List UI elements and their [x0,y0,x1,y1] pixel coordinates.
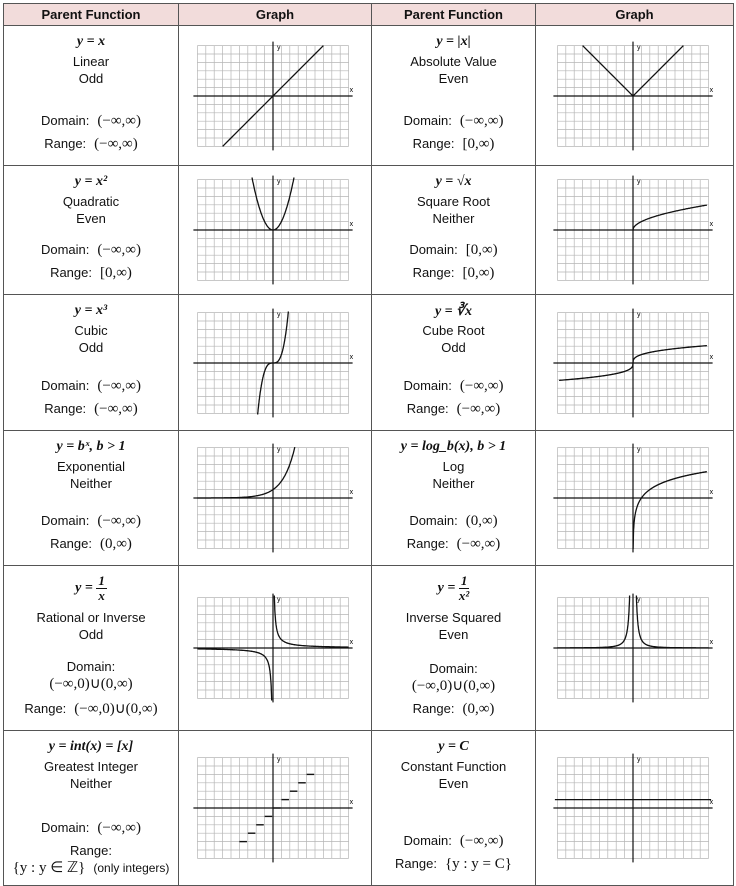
domain-value: (−∞,∞) [97,242,141,258]
range-label: Range: [50,265,92,280]
function-parity: Odd [78,627,104,642]
domain-label: Domain: [403,833,452,848]
graph-abs [546,33,724,159]
domain-label: Domain: [40,242,90,257]
fraction-denominator: x [98,588,105,603]
y-axis-label: y [277,44,281,52]
function-curve [633,472,707,549]
range-line [4,136,178,153]
domain-label: Domain: [403,378,452,393]
range-line [372,701,535,718]
equation-fraction [459,574,470,603]
function-parity: Even [438,627,469,642]
range-line [372,265,535,282]
y-axis-label: y [636,756,640,764]
function-parity: Odd [78,71,104,86]
equation-fraction [96,574,107,603]
graph-cell-sqrt [536,166,734,295]
y-axis-label: y [277,446,281,454]
range-label: Range: [412,265,455,280]
range-line [372,536,535,553]
domain-line [372,113,535,130]
function-curve [633,205,707,230]
domain-value: (−∞,∞) [97,113,141,129]
equation: y = log_b(x), b > 1 [400,439,507,454]
function-parity: Even [438,776,469,791]
range-label: Range: [44,401,87,416]
domain-line [4,242,178,259]
y-axis-label: y [636,596,640,604]
header-parent-function-2: Parent Function [372,4,536,26]
x-axis-label: x [349,86,354,94]
parent-functions-table [3,3,734,886]
domain-label: Domain: [409,242,458,257]
table-row [4,26,734,166]
function-parity: Neither [70,776,112,791]
domain-value: [0,∞) [465,242,498,258]
domain-value: (−∞,∞) [97,513,141,529]
range-label: Range: [406,536,449,551]
x-axis-label: x [709,489,713,496]
domain-value: (−∞,0)∪(0,∞) [49,676,133,692]
graph-cell-recip [179,566,372,731]
function-info-cubic [4,295,179,431]
graph-sqrt [546,170,724,290]
equation: y = x [76,34,106,49]
domain-line [372,833,535,850]
function-parity: Odd [441,340,466,355]
function-name: Square Root [417,194,490,209]
graph-cell-exp [179,431,372,566]
range-label: Range: [395,856,437,871]
domain-line [4,659,178,693]
range-value: (−∞,∞) [456,401,501,417]
range-value: [0,∞) [462,265,495,281]
function-info-exp [4,431,179,566]
range-line [372,856,535,873]
range-label: Range: [44,136,87,151]
function-curve [636,596,708,648]
range-line [372,401,535,418]
domain-line [4,820,178,837]
function-parity: Neither [432,211,475,226]
equation: y = √x [435,174,472,189]
graph-cubic [186,300,364,426]
graph-linear [186,33,364,159]
range-value: (−∞,∞) [456,536,501,552]
range-value: {y : y ∈ ℤ} [12,860,86,876]
domain-line [4,113,178,130]
function-info-log [372,431,536,566]
function-parity: Even [438,71,469,86]
domain-value: (−∞,∞) [459,378,504,394]
range-label: Range: [406,401,449,416]
table-row [4,166,734,295]
function-info-const [372,731,536,886]
equation: y = bˣ, b > 1 [56,439,126,454]
range-line [4,401,178,418]
graph-exp [186,435,364,561]
graph-cbrt [546,300,724,426]
range-value: {y : y = C} [444,856,512,872]
range-line [4,265,178,282]
graph-floor [186,745,364,871]
function-parity: Even [76,211,106,226]
x-axis-label: x [709,221,713,228]
function-name: Greatest Integer [44,759,138,774]
graph-cell-cbrt [536,295,734,431]
domain-label: Domain: [40,378,90,393]
table-row [4,431,734,566]
range-value: (−∞,0)∪(0,∞) [74,701,158,717]
table-row [4,295,734,431]
domain-line [372,378,535,395]
graph-cell-cubic [179,295,372,431]
domain-label: Domain: [66,659,116,674]
equation [372,574,535,608]
range-line [4,536,178,553]
range-label: Range: [24,701,67,716]
range-value: (−∞,∞) [94,136,138,152]
function-info-quad [4,166,179,295]
function-info-linear [4,26,179,166]
table-row [4,566,734,731]
header-row [4,4,734,26]
y-axis-label: y [636,311,640,319]
function-info-cbrt [372,295,536,431]
fraction-denominator: x² [458,588,470,603]
domain-line [4,513,178,530]
domain-line [372,661,535,695]
header-parent-function-1: Parent Function [4,4,179,26]
y-axis-label: y [636,446,640,454]
function-name: Inverse Squared [405,610,502,625]
domain-value: (−∞,∞) [97,378,141,394]
x-axis-label: x [349,799,354,806]
function-info-recip [4,566,179,731]
graph-const [546,745,724,871]
function-name: Cube Root [422,323,485,338]
range-value: [0,∞) [462,136,495,152]
x-axis-label: x [349,353,354,361]
domain-value: (0,∞) [465,513,498,529]
function-name: Rational or Inverse [36,610,146,625]
equation: y = int(x) = [x] [48,739,134,754]
y-axis-label: y [277,311,281,319]
range-line [4,843,178,877]
domain-value: (−∞,0)∪(0,∞) [411,678,496,694]
domain-line [4,378,178,395]
x-axis-label: x [709,353,713,361]
function-info-sqrt [372,166,536,295]
x-axis-label: x [709,639,713,646]
range-value: (0,∞) [462,701,495,717]
domain-label: Domain: [40,513,90,528]
range-value: (0,∞) [99,536,132,552]
graph-cell-recip2 [536,566,734,731]
equation-prefix: y = [437,580,456,596]
equation-prefix: y = [75,580,93,596]
x-axis-label: x [349,639,354,646]
domain-label: Domain: [40,113,90,128]
function-name: Linear [72,54,110,69]
range-label: Range: [412,701,455,716]
range-note: (only integers) [93,861,170,875]
function-parity: Neither [70,476,112,491]
range-label: Range: [70,843,112,858]
x-axis-label: x [349,489,354,496]
range-line [372,136,535,153]
header-graph-1: Graph [179,4,372,26]
function-name: Constant Function [400,759,507,774]
domain-value: (−∞,∞) [97,820,141,836]
range-value: [0,∞) [99,265,132,281]
function-name: Absolute Value [410,54,497,69]
function-info-abs [372,26,536,166]
equation: y = x³ [74,303,108,318]
graph-cell-floor [179,731,372,886]
graph-log [546,435,724,561]
y-axis-label: y [277,596,281,604]
domain-label: Domain: [40,820,90,835]
equation: y = C [438,739,469,754]
fraction-numerator: 1 [460,573,468,588]
function-parity: Neither [432,476,475,491]
header-graph-2: Graph [536,4,734,26]
domain-line [372,242,535,259]
graph-cell-log [536,431,734,566]
graph-recip [186,585,364,711]
function-name: Cubic [74,323,108,338]
graph-recip2 [546,585,724,711]
y-axis-label: y [636,44,640,52]
x-axis-label: x [349,221,354,228]
equation: y = x² [74,174,108,189]
function-info-floor [4,731,179,886]
range-value: (−∞,∞) [94,401,138,417]
function-parity: Odd [78,340,104,355]
domain-label: Domain: [403,113,452,128]
range-line [4,699,178,718]
y-axis-label: y [277,756,281,764]
graph-cell-linear [179,26,372,166]
table-row [4,731,734,886]
y-axis-label: y [636,178,640,186]
domain-line [372,513,535,530]
function-name: Exponential [57,459,125,474]
function-curve [557,596,629,648]
y-axis-label: y [277,178,281,186]
domain-value: (−∞,∞) [459,113,504,129]
x-axis-label: x [709,799,713,806]
function-info-recip2 [372,566,536,731]
equation: y = |x| [436,34,471,49]
domain-label: Domain: [429,661,478,676]
range-label: Range: [412,136,455,151]
equation [4,574,178,608]
x-axis-label: x [709,86,713,94]
graph-cell-const [536,731,734,886]
function-name: Quadratic [62,194,120,209]
function-name: Log [442,459,465,474]
equation: y = ∛x [434,304,473,319]
range-label: Range: [50,536,92,551]
graph-quad [186,170,364,290]
domain-value: (−∞,∞) [459,833,504,849]
domain-label: Domain: [409,513,458,528]
graph-cell-quad [179,166,372,295]
graph-cell-abs [536,26,734,166]
fraction-numerator: 1 [98,573,105,588]
